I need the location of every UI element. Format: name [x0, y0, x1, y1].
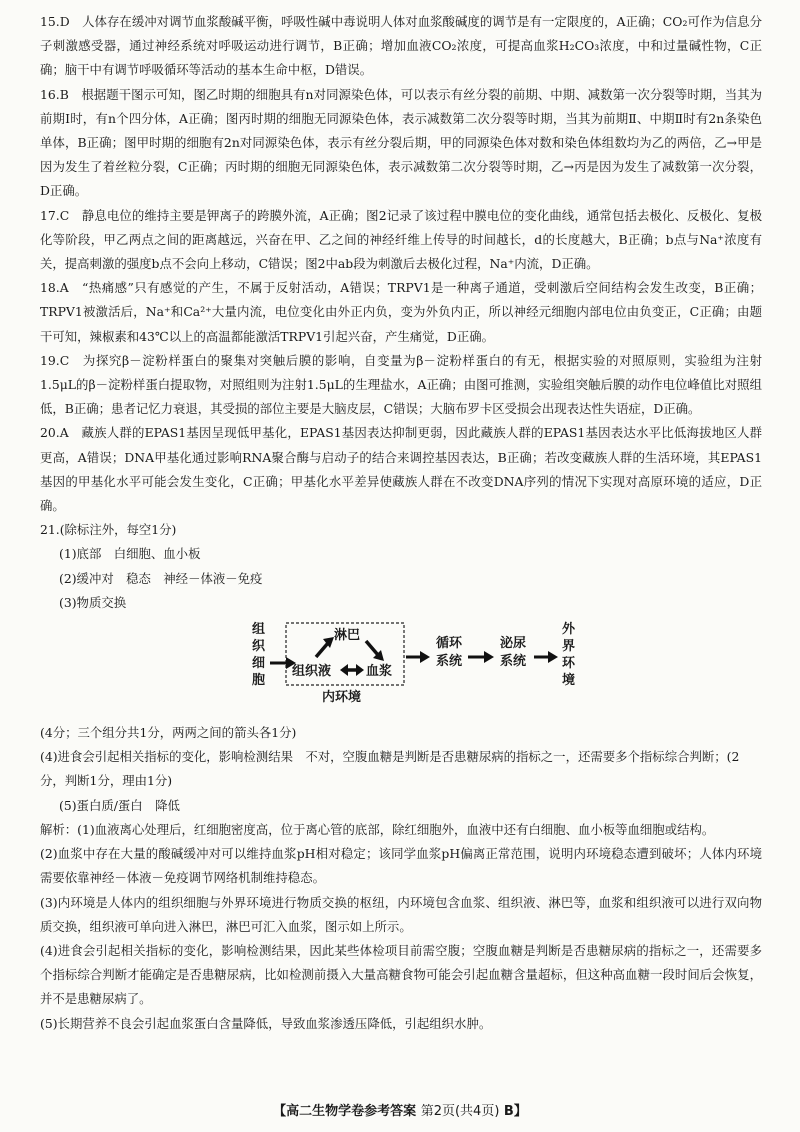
explanation-4: (4)进食会引起相关指标的变化，影响检测结果，因此某些体检项目前需空腹；空腹血糖是判断是否患糖尿病的指标之一，还需要多个指标综合判断才能确定是否患糖尿病，比如检测前摄入大量高糖食物可能会引起血糖含量超标，但这种高血糖一段时间后会恢复，并不是患糖尿病了。 [40, 942, 762, 1007]
internal-environment-diagram [40, 617, 762, 721]
page-footer [0, 1100, 800, 1124]
answer-17: 17.C 静息电位的维持主要是钾离子的跨膜外流，A正确；图2记录了该过程中膜电位的变化曲线，通常包括去极化、反极化、复极化等阶段，甲乙两点之间的距离越远，兴奋在甲、乙之间的神经纤维上传导的时间越长，d的长度越大，B正确；b点与Na⁺浓度有关，提高刺激的强度b点不会向上移动，C错误；图2中ab段为刺激后去极化过程，Na⁺内流，D正确。 [40, 207, 762, 272]
answer-21-5: (5)蛋白质/蛋白 降低 [59, 797, 180, 813]
answer-16: 16.B 根据题干图示可知，图乙时期的细胞具有n对同源染色体，可以表示有丝分裂的前期、中期、减数第一次分裂等时期，当其为前期Ⅰ时，有n个四分体，A正确；图丙时期的细胞无同源染色体，表示减数第二次分裂等时期，当其为前期Ⅱ、中期Ⅱ时有2n条染色单体，B正确；图甲时期的细胞有2n对同源染色体，表示有丝分裂后期，甲的同源染色体对数和染色体组数均为乙的两倍，乙→甲是因为发生了着丝粒分裂，C正确；丙时期的细胞无同源染色体，表示减数第二次分裂等时期，乙→丙是因为发生了减数第一次分裂，D正确。 [40, 86, 762, 199]
lymph-label: 淋巴 [334, 628, 361, 644]
footer-version: B】 [503, 1104, 527, 1119]
footer-page-number: 第2页(共4页) [420, 1104, 500, 1119]
arrow-lymph-to-plasma [366, 641, 378, 655]
urinary-system-label-2: 系统 [500, 654, 527, 670]
circulatory-system-label: 循环 [436, 636, 463, 652]
answer-21-4: (4)进食会引起相关指标的变化，影响检测结果 不对，空腹血糖是判断是否患糖尿病的指标之一，还需要多个指标综合判断；(2分，判断1分，理由1分) [40, 749, 740, 789]
answer-15: 15.D 人体存在缓冲对调节血浆酸碱平衡，呼吸性碱中毒说明人体对血浆酸碱度的调节是有一定限度的，A正确；CO₂可作为信息分子刺激感受器，通过神经系统对呼吸运动进行调节，B正确；增加血液CO₂浓度，可提高血浆H₂CO₃浓度，中和过量碱性物，C正确；脑干中有调节呼吸循环等活动的基本生命中枢，D错误。 [40, 14, 762, 78]
diagram-svg [40, 617, 762, 721]
internal-env-label: 内环境 [322, 690, 362, 706]
answer-18: 18.A “热痛感”只有感觉的产生，不属于反射活动，A错误；TRPV1是一种离子通道，受刺激后空间结构会发生改变，B正确；TRPV1被激活后，Na⁺和Ca²⁺大量内流，电位变化由外正内负，变为外负内正，所以神经元细胞内部电位由负变正，C正确；由题干可知，辣椒素和43℃以上的高温都能激活TRPV1引起兴奋，产生痛觉，D正确。 [40, 280, 762, 344]
plasma-label: 血浆 [366, 664, 393, 680]
arrow-head [484, 651, 494, 663]
explanation-1: 解析：(1)血液离心处理后，红细胞密度高，位于离心管的底部，除红细胞外，血液中还有白细胞、血小板等血细胞或结构。 [40, 821, 715, 837]
footer-title: 【高二生物学卷参考答案 [273, 1104, 417, 1119]
content [40, 10, 762, 1036]
circulatory-system-label-2: 系统 [436, 654, 463, 670]
answer-20: 20.A 藏族人群的EPAS1基因呈现低甲基化，EPAS1基因表达抑制更弱，因此藏族人群的EPAS1基因表达水平比低海拔地区人群更高，A错误；DNA甲基化通过影响RNA聚合酶与启动子的结合来调控基因表达，B正确；若改变藏族人群的生活环境，其EPAS1基因的甲基化水平可能会发生变化，C正确；甲基化水平差异使藏族人群在不改变DNA序列的情况下实现对高原环境的适应，D正确。 [40, 425, 762, 514]
urinary-system-label: 泌尿 [500, 636, 527, 652]
answer-21-2: (2)缓冲对 稳态 神经－体液－免疫 [59, 570, 263, 586]
arrow-fluid-to-lymph [316, 643, 328, 657]
arrow-head [548, 651, 558, 663]
external-env-label: 外界环境 [562, 622, 576, 689]
answer-21-3-scoring: (4分；三个组分共1分，两两之间的箭头各1分) [40, 725, 297, 741]
arrow-head [356, 664, 364, 676]
answer-21-heading: 21.(除标注外，每空1分) [40, 522, 177, 538]
tissue-fluid-label: 组织液 [292, 664, 332, 680]
explanation-3: (3)内环境是人体内的组织细胞与外界环境进行物质交换的枢纽，内环境包含血浆、组织液、淋巴等，血浆和组织液可以进行双向物质交换，组织液可单向进入淋巴，淋巴可汇入血浆，图示如上所示。 [40, 894, 762, 934]
arrow-head [340, 664, 348, 676]
explanation-5: (5)长期营养不良会引起血浆蛋白含量降低，导致血浆渗透压降低，引起组织水肿。 [40, 1015, 492, 1031]
answer-21-3: (3)物质交换 [59, 594, 127, 610]
tissue-cells-label: 组织细胞 [252, 622, 266, 689]
answer-21-1: (1)底部 白细胞、血小板 [59, 546, 201, 562]
arrow-head [420, 651, 430, 663]
answer-19: 19.C 为探究β－淀粉样蛋白的聚集对突触后膜的影响，自变量为β－淀粉样蛋白的有无，根据实验的对照原则，实验组为注射1.5μL的β－淀粉样蛋白提取物，对照组则为注射1.5μL的生理盐水，A正确；由图可推测，实验组突触后膜的动作电位峰值比对照组低，B正确；患者记忆力衰退，其受损的部位主要是大脑皮层，C错误；大脑布罗卡区受损会出现表达性失语症，D正确。 [40, 352, 762, 417]
explanation-2: (2)血浆中存在大量的酸碱缓冲对可以维持血浆pH相对稳定；该同学血浆pH偏离正常范围，说明内环境稳态遭到破坏；人体内环境需要依靠神经－体液－免疫调节网络机制维持稳态。 [40, 846, 762, 886]
